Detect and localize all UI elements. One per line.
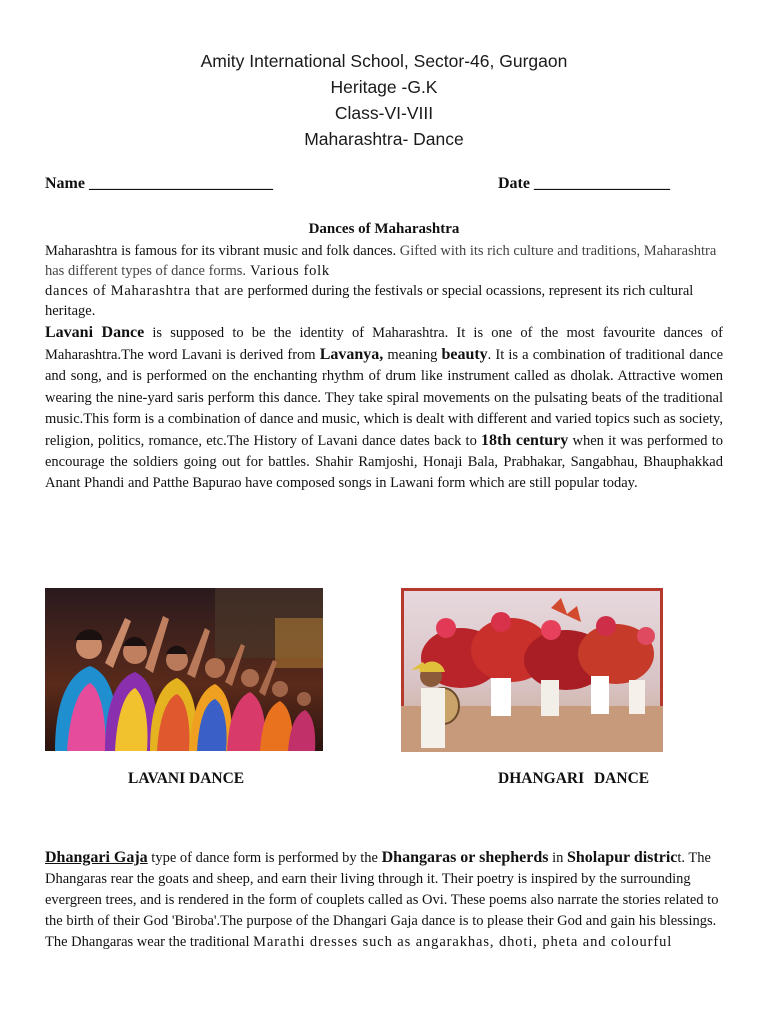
dhangari-text-4: Marathi dresses such as angarakhas, dhoti, pheta and colourful bbox=[253, 934, 673, 950]
dhangari-lead: Dhangari Gaja bbox=[45, 849, 148, 866]
section-title: Dances of Maharashtra bbox=[308, 221, 460, 237]
lavani-lead: Lavani Dance bbox=[45, 324, 145, 341]
class-range: Class-VI-VIII bbox=[334, 103, 434, 123]
intro-text-3: Various folk bbox=[246, 263, 330, 279]
intro-text-4: dances of Maharashtra that are bbox=[45, 283, 244, 299]
school-name: Amity International School, Sector-46, Gurgaon bbox=[200, 51, 568, 71]
shepherds-term: Dhangaras or shepherds bbox=[381, 849, 549, 866]
lavani-dance-illustration bbox=[45, 588, 323, 751]
dhangari-text-3: t. The Dhangaras rear the goats and sheep, and earn their living through it. Their poetry is inspired by the surrounding evergreen trees, and is rendered in the form of couplets called as Ovi. These poems also narrate the stories related to the birth of their God 'Biroba'.The purpose of the Dhangari Gaja dance is to please their God and gain his blessings. The Dhangaras wear the traditional bbox=[45, 850, 719, 950]
lavani-text-4: when it was performed to encourage the soldiers going out for battles. Shahir Ramjoshi, Honaji Bala, Prabhakar, Sangabhau, Bhauphakkad Anant Phandi and Patthe Bapurao have composed songs in Lawani form which are still popular today. bbox=[45, 433, 723, 492]
lavani-text-2: meaning bbox=[383, 347, 442, 364]
lavani-text-3: . It is a combination of traditional dance and song, and is performed on the enchanting rhythm of drum like instrument called as dholak. Attractive women wearing the nine-yard saris perform this dance. They take spiral movements on the pulsating beats of the traditional music.This form is a combination of dance and music, which is dealt with different and varied topics such as society, religion, politics, romance, etc.The History of Lavani dance dates back to bbox=[45, 347, 723, 450]
intro-text-1: Maharashtra is famous for its vibrant music and folk dances. bbox=[45, 243, 397, 259]
dhangari-caption: DHANGARI DANCE bbox=[498, 770, 650, 787]
lavani-text-1: is supposed to be the identity of Maharashtra. It is one of the most favourite dances of Maharashtra.The word Lavani is derived from bbox=[45, 325, 724, 364]
intro-text-5: performed during the festivals or special ocassions, represent its rich cultural heritage. bbox=[45, 283, 694, 319]
dhangari-text-1: type of dance form is performed by the bbox=[147, 850, 382, 866]
date-field: Date _________________ bbox=[498, 175, 670, 192]
lavani-paragraph bbox=[45, 322, 723, 495]
dhangari-paragraph bbox=[45, 847, 725, 953]
century-term: 18th century bbox=[481, 432, 569, 450]
dhangari-dance-illustration bbox=[401, 588, 663, 752]
lavani-caption: LAVANI DANCE bbox=[128, 770, 245, 787]
dhangari-text-2: in bbox=[548, 850, 567, 866]
topic-title: Maharashtra- Dance bbox=[304, 129, 464, 149]
subject-title: Heritage -G.K bbox=[330, 77, 438, 97]
lavanya-term: Lavanya, bbox=[319, 346, 384, 364]
district-term: Sholapur distric bbox=[566, 849, 678, 866]
document-header bbox=[0, 48, 768, 152]
intro-text-2: Gifted with its rich culture and traditions, Maharashtra has different types of dance forms. bbox=[45, 243, 717, 279]
dhangari-dance-image bbox=[401, 588, 663, 752]
name-field: Name _______________________ bbox=[45, 175, 273, 192]
lavani-dance-image bbox=[45, 588, 323, 751]
intro-paragraph bbox=[45, 241, 725, 321]
beauty-term: beauty bbox=[441, 346, 488, 364]
